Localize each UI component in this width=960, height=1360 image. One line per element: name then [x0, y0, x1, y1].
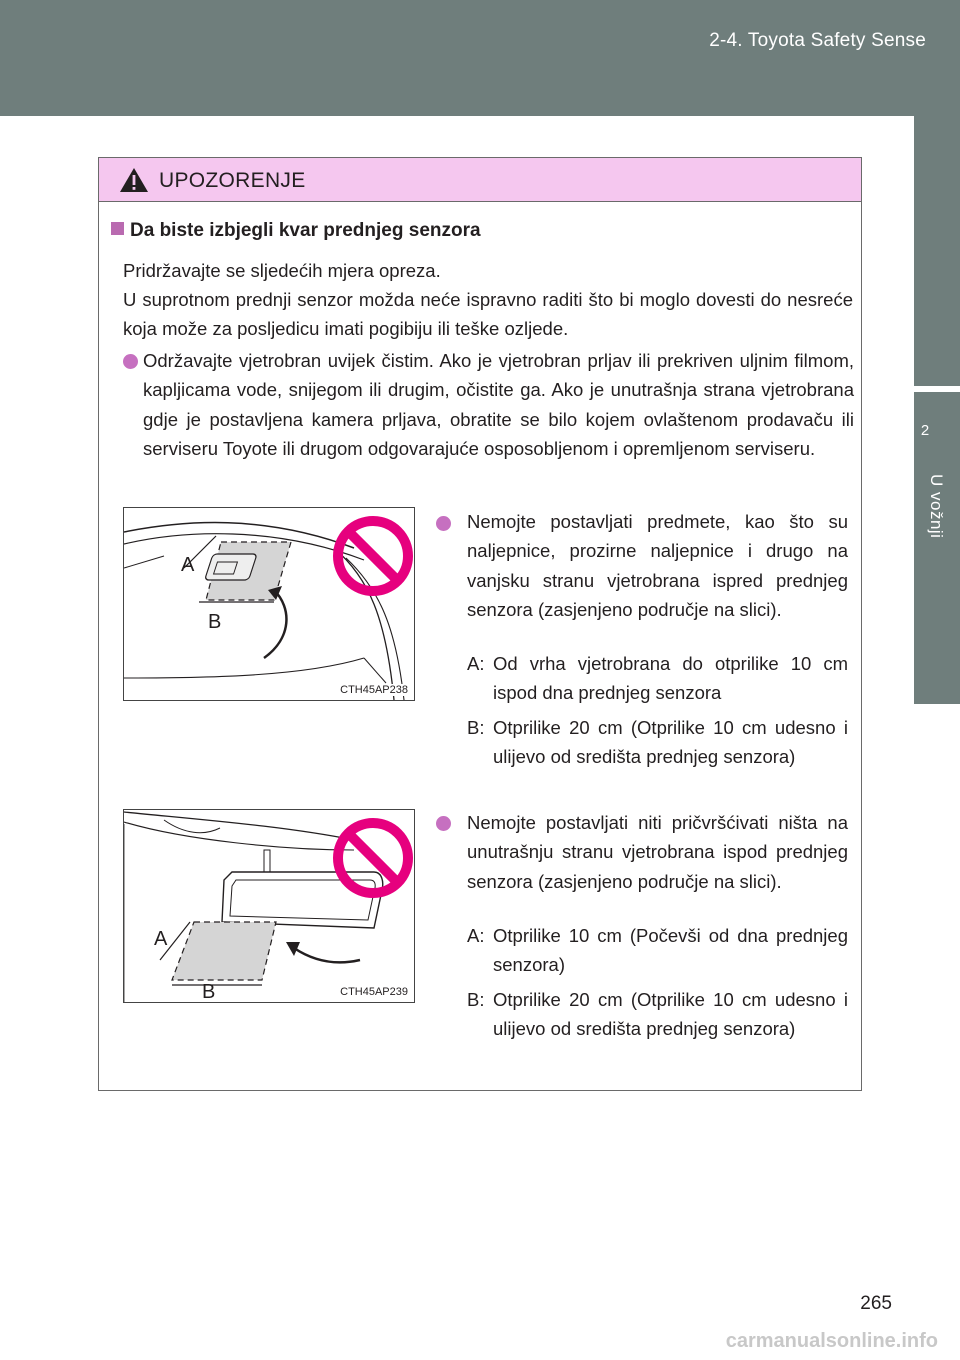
- warning-box: [98, 157, 862, 1091]
- figure2-label-b: B: [202, 981, 216, 1002]
- figure1-code: CTH45AP238: [340, 684, 408, 696]
- prohibition-icon-1: [338, 521, 408, 591]
- intro-paragraph: U suprotnom prednji senzor možda neće ispravno raditi što bi moglo dovesti do nesreće koja može za posljedicu imati pogibiju ili teške ozljede.: [123, 289, 853, 339]
- windshield-inside-illustration: [124, 810, 414, 1002]
- bullet-dot-icon: [436, 516, 451, 531]
- bullet-dot-icon: [436, 816, 451, 831]
- bullet3-item-b: [467, 985, 848, 1044]
- page-number: 265: [860, 1293, 892, 1314]
- warning-subheading-text: Da biste izbjegli kvar prednjeg senzora: [130, 220, 481, 241]
- bullet2-key-a: A:: [467, 653, 485, 674]
- chapter-label: U vožnji: [927, 474, 946, 539]
- chapter-side-tab: [902, 116, 960, 1210]
- warning-title: UPOZORENJE: [159, 169, 306, 192]
- warning-content: [99, 158, 861, 1090]
- bullet2-item-a: [467, 649, 848, 708]
- windshield-outside-illustration: [124, 508, 414, 700]
- page-header: [0, 0, 960, 116]
- bullet3-key-b: B:: [467, 989, 485, 1010]
- section-title: 2-4. Toyota Safety Sense: [709, 30, 926, 51]
- bullet3-text-b: Otprilike 20 cm (Otprilike 10 cm udesno i ulijevo od središta prednjeg senzora): [493, 989, 848, 1040]
- bullet3-item-a: [467, 921, 848, 980]
- bullet-no-stickers: Nemojte postavljati predmete, kao što su naljepnice, prozirne naljepnice i drugo na vanjsku stranu vjetrobrana ispred prednjeg senzora (zasjenjeno područje na slici).: [467, 511, 848, 620]
- figure1-label-b: B: [208, 611, 222, 633]
- bullet3-text-a: Otprilike 10 cm (Počevši od dna prednjeg senzora): [493, 925, 848, 976]
- bullet2-text-a: Od vrha vjetrobrana do otprilike 10 cm ispod dna prednjeg senzora: [493, 653, 848, 704]
- bullet2-text-b: Otprilike 20 cm (Otprilike 10 cm udesno i ulijevo od središta prednjeg senzora): [493, 717, 848, 768]
- bullet2-item-b: [467, 713, 848, 772]
- square-bullet-icon: [111, 222, 124, 235]
- bullet3-key-a: A:: [467, 925, 485, 946]
- chapter-number: 2: [920, 422, 930, 439]
- figure2-label-a: A: [154, 928, 168, 950]
- watermark: carmanualsonline.info: [725, 1330, 938, 1352]
- intro-line-1: Pridržavajte se sljedećih mjera opreza.: [123, 260, 441, 281]
- side-tab-top-block: [914, 116, 960, 386]
- bullet-clean-windshield: Održavajte vjetrobran uvijek čistim. Ako je vjetrobran prljav ili prekriven uljnim filmom, kapljicama vode, snijegom ili drugim, očistite ga. Ako je unutrašnja strana vjetrobrana gdje je postavljena kamera prljava, obratite se bilo kojem ovlaštenom prodavaču ili serviseru Toyote ili drugom odgovarajuće osposobljenom i opremljenom serviseru.: [143, 350, 854, 459]
- figure1-label-a: A: [181, 554, 195, 576]
- figure-windshield-outside: [123, 507, 415, 701]
- bullet2-key-b: B:: [467, 717, 485, 738]
- bullet-dot-icon: [123, 354, 138, 369]
- warning-subheading: [111, 220, 481, 242]
- figure-windshield-inside: [123, 809, 415, 1003]
- bullet-no-attachments: Nemojte postavljati niti pričvršćivati ništa na unutrašnju stranu vjetrobrana ispod prednjeg senzora (zasjenjeno područje na slici).: [467, 812, 848, 892]
- figure2-code: CTH45AP239: [340, 986, 408, 998]
